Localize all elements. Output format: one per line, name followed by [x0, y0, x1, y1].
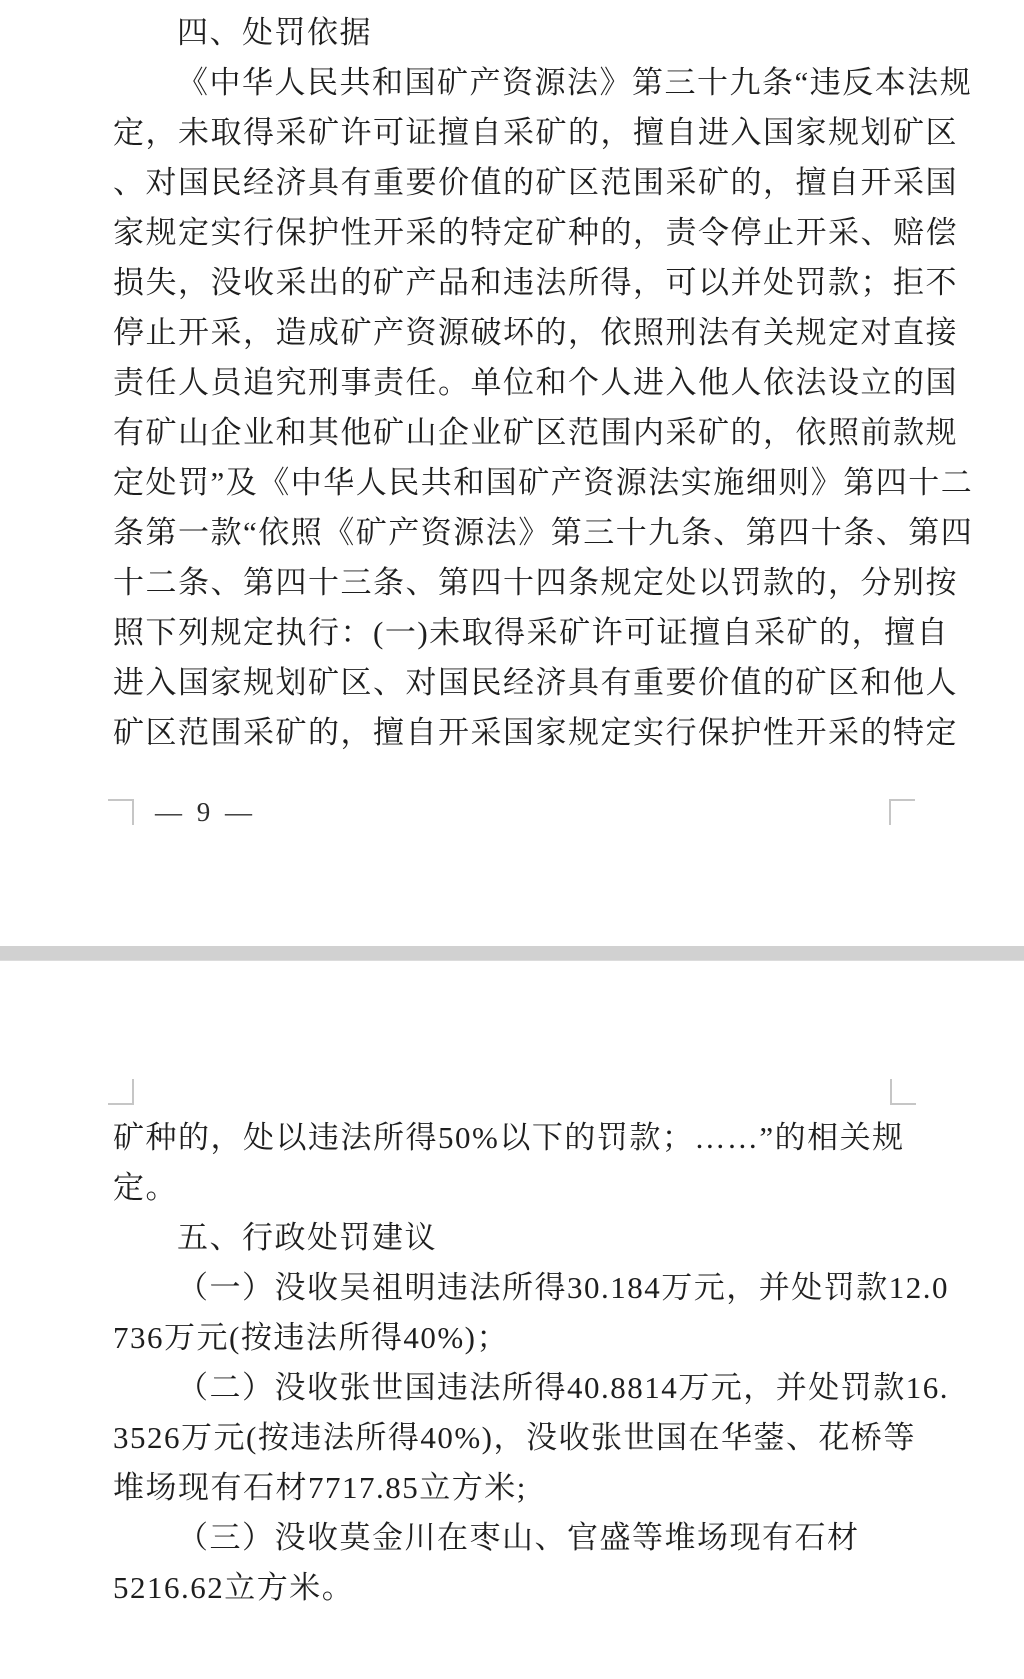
text-line: 定，未取得采矿许可证擅自采矿的，擅自进入国家规划矿区 — [113, 115, 958, 150]
text-line: 责任人员追究刑事责任。单位和个人进入他人依法设立的国 — [113, 365, 958, 400]
text-line: 进入国家规划矿区、对国民经济具有重要价值的矿区和他人 — [113, 665, 958, 700]
text-line: 十二条、第四十三条、第四十四条规定处以罚款的，分别按 — [113, 565, 958, 600]
text-line: 损失，没收采出的矿产品和违法所得，可以并处罚款；拒不 — [113, 265, 958, 300]
page-9-bottom-left-margin-mark — [108, 799, 134, 825]
text-line: 照下列规定执行：(一)未取得采矿许可证擅自采矿的，擅自 — [113, 615, 950, 650]
text-line: 3526万元(按违法所得40%)，没收张世国在华蓥、花桥等 — [113, 1420, 916, 1455]
text-line: 736万元(按违法所得40%)； — [113, 1320, 509, 1355]
text-line: 定处罚”及《中华人民共和国矿产资源法实施细则》第四十二 — [113, 465, 974, 500]
text-line: 定。 — [113, 1170, 178, 1205]
page-10-text-block — [113, 1113, 949, 1613]
text-line: （一）没收吴祖明违法所得30.184万元，并处罚款12.0 — [177, 1270, 949, 1305]
text-line: 家规定实行保护性开采的特定矿种的，责令停止开采、赔偿 — [113, 215, 958, 250]
text-line: 5216.62立方米。 — [113, 1570, 355, 1605]
text-line: 停止开采，造成矿产资源破坏的，依照刑法有关规定对直接 — [113, 315, 958, 350]
page-number: — 9 — — [155, 797, 256, 827]
text-line: 堆场现有石材7717.85立方米; — [113, 1470, 527, 1505]
page-10-top-left-margin-mark — [108, 1079, 134, 1105]
text-line: 四、处罚依据 — [177, 15, 372, 50]
text-line: （三）没收莫金川在枣山、官盛等堆场现有石材 — [177, 1520, 860, 1555]
page-divider — [0, 946, 1024, 961]
text-line: 矿区范围采矿的，擅自开采国家规定实行保护性开采的特定 — [113, 715, 958, 750]
page-9-bottom-right-margin-mark — [889, 799, 915, 825]
text-line: （二）没收张世国违法所得40.8814万元，并处罚款16. — [177, 1370, 949, 1405]
text-line: 矿种的，处以违法所得50%以下的罚款；……”的相关规 — [113, 1120, 905, 1155]
text-line: 五、行政处罚建议 — [177, 1220, 437, 1255]
page-9-text-block — [113, 8, 974, 758]
text-line: 、对国民经济具有重要价值的矿区范围采矿的，擅自开采国 — [113, 165, 958, 200]
page-10-top-right-margin-mark — [890, 1079, 916, 1105]
text-line: 条第一款“依照《矿产资源法》第三十九条、第四十条、第四 — [113, 515, 974, 550]
text-line: 有矿山企业和其他矿山企业矿区范围内采矿的，依照前款规 — [113, 415, 958, 450]
text-line: 《中华人民共和国矿产资源法》第三十九条“违反本法规 — [177, 65, 973, 100]
